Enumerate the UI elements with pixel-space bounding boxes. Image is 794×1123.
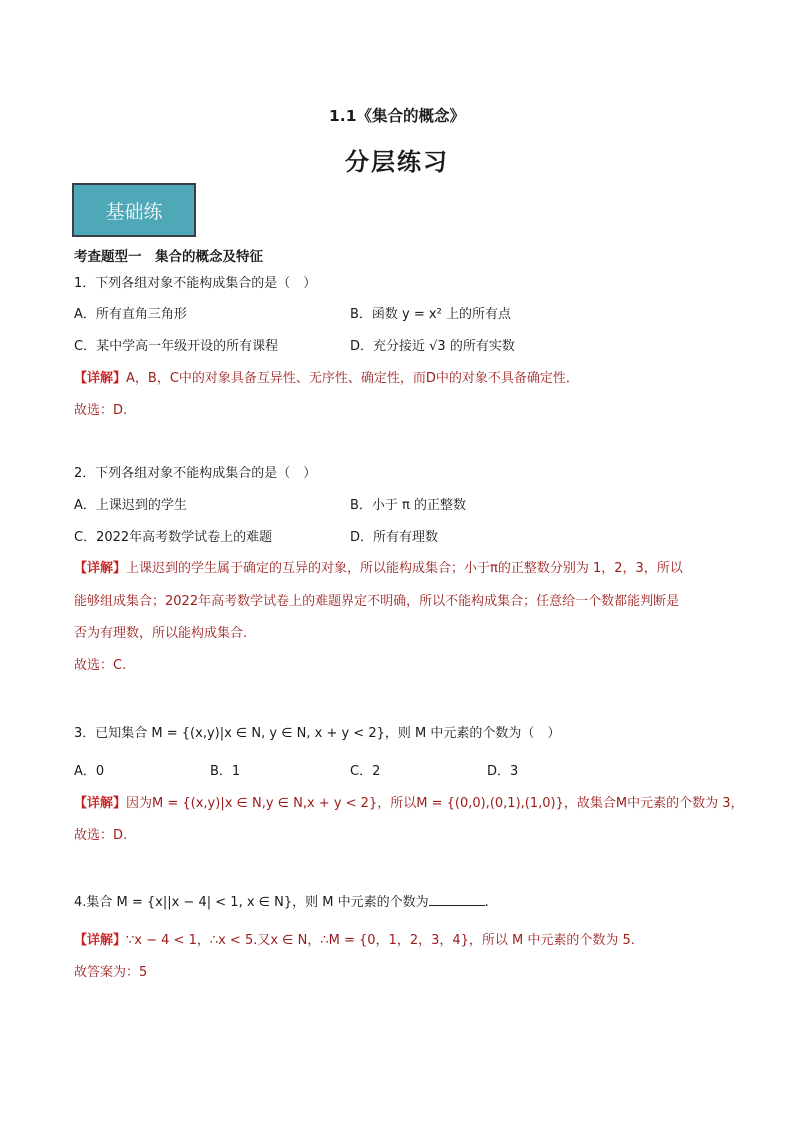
- q2-stem: 2．下列各组对象不能构成集合的是（ ）: [74, 466, 317, 481]
- q4-stem-text: 4.集合 M = {x||x − 4| < 1, x ∈ N}，则 M 中元素的个数为: [74, 895, 429, 910]
- q2-detail-line-2: 能够组成集合；2022年高考数学试卷上的难题界定不明确，所以不能构成集合；任意给一个数都能判断是: [74, 594, 680, 609]
- q1-option-b: B．函数 y = x² 上的所有点: [350, 307, 511, 322]
- q2-option-a: A．上课迟到的学生: [74, 498, 187, 513]
- q3-option-d: D．3: [487, 764, 519, 779]
- q3-option-b: B．1: [210, 764, 241, 779]
- q1-detail: [74, 367, 579, 386]
- q2-detail-text-1: 上课迟到的学生属于确定的互异的对象，所以能构成集合；小于π的正整数分别为 1，2，3，所以: [126, 561, 683, 576]
- q1-option-d: D．充分接近 √3 的所有实数: [350, 339, 515, 354]
- page-title: 1.1《集合的概念》: [329, 107, 465, 125]
- q1-answer: 故选：D.: [74, 403, 128, 418]
- q2-option-d: D．所有有理数: [350, 530, 439, 545]
- level-badge: 基础练: [72, 183, 196, 237]
- q2-option-c: C．2022年高考数学试卷上的难题: [74, 530, 273, 545]
- q3-detail-tag: 【详解】: [74, 796, 127, 811]
- q4-detail-text: ∵x − 4 < 1，∴x < 5.又x ∈ N，∴M = {0，1，2，3，4}，所以 M 中元素的个数为 5.: [126, 933, 635, 948]
- q2-detail-line-3: 否为有理数，所以能构成集合.: [74, 626, 248, 641]
- q2-answer: 故选：C.: [74, 658, 127, 673]
- q3-answer: 故选：D.: [74, 828, 128, 843]
- q1-stem: 1．下列各组对象不能构成集合的是（ ）: [74, 276, 317, 291]
- q3-option-a: A．0: [74, 764, 105, 779]
- q3-option-c: C．2: [350, 764, 381, 779]
- q1-option-a: A．所有直角三角形: [74, 307, 187, 322]
- q3-stem: 3．已知集合 M = {(x,y)|x ∈ N, y ∈ N, x + y < 2}，则 M 中元素的个数为（ ）: [74, 726, 561, 741]
- q1-detail-tag: 【详解】: [74, 371, 127, 386]
- q4-answer: 故答案为：5: [74, 965, 148, 980]
- q4-stem-end: .: [484, 895, 489, 910]
- page-subtitle: 分层练习: [345, 148, 449, 176]
- q2-detail-line-1: [74, 557, 683, 576]
- q3-detail-text: 因为M = {(x,y)|x ∈ N,y ∈ N,x + y < 2}，所以M = {(0,0),(0,1),(1,0)}，故集合M中元素的个数为 3，: [126, 796, 744, 811]
- q1-option-c: C．某中学高一年级开设的所有课程: [74, 339, 279, 354]
- q4-stem: [74, 891, 489, 910]
- q2-detail-tag: 【详解】: [74, 561, 127, 576]
- section-heading: 考查题型一 集合的概念及特征: [74, 249, 263, 265]
- q4-detail: [74, 929, 635, 948]
- q4-detail-tag: 【详解】: [74, 933, 127, 948]
- q2-option-b: B．小于 π 的正整数: [350, 498, 467, 513]
- q3-detail: [74, 792, 743, 811]
- q4-answer-blank: [429, 895, 485, 906]
- q1-detail-text: A，B，C中的对象具备互异性、无序性、确定性，而D中的对象不具备确定性．: [126, 371, 579, 386]
